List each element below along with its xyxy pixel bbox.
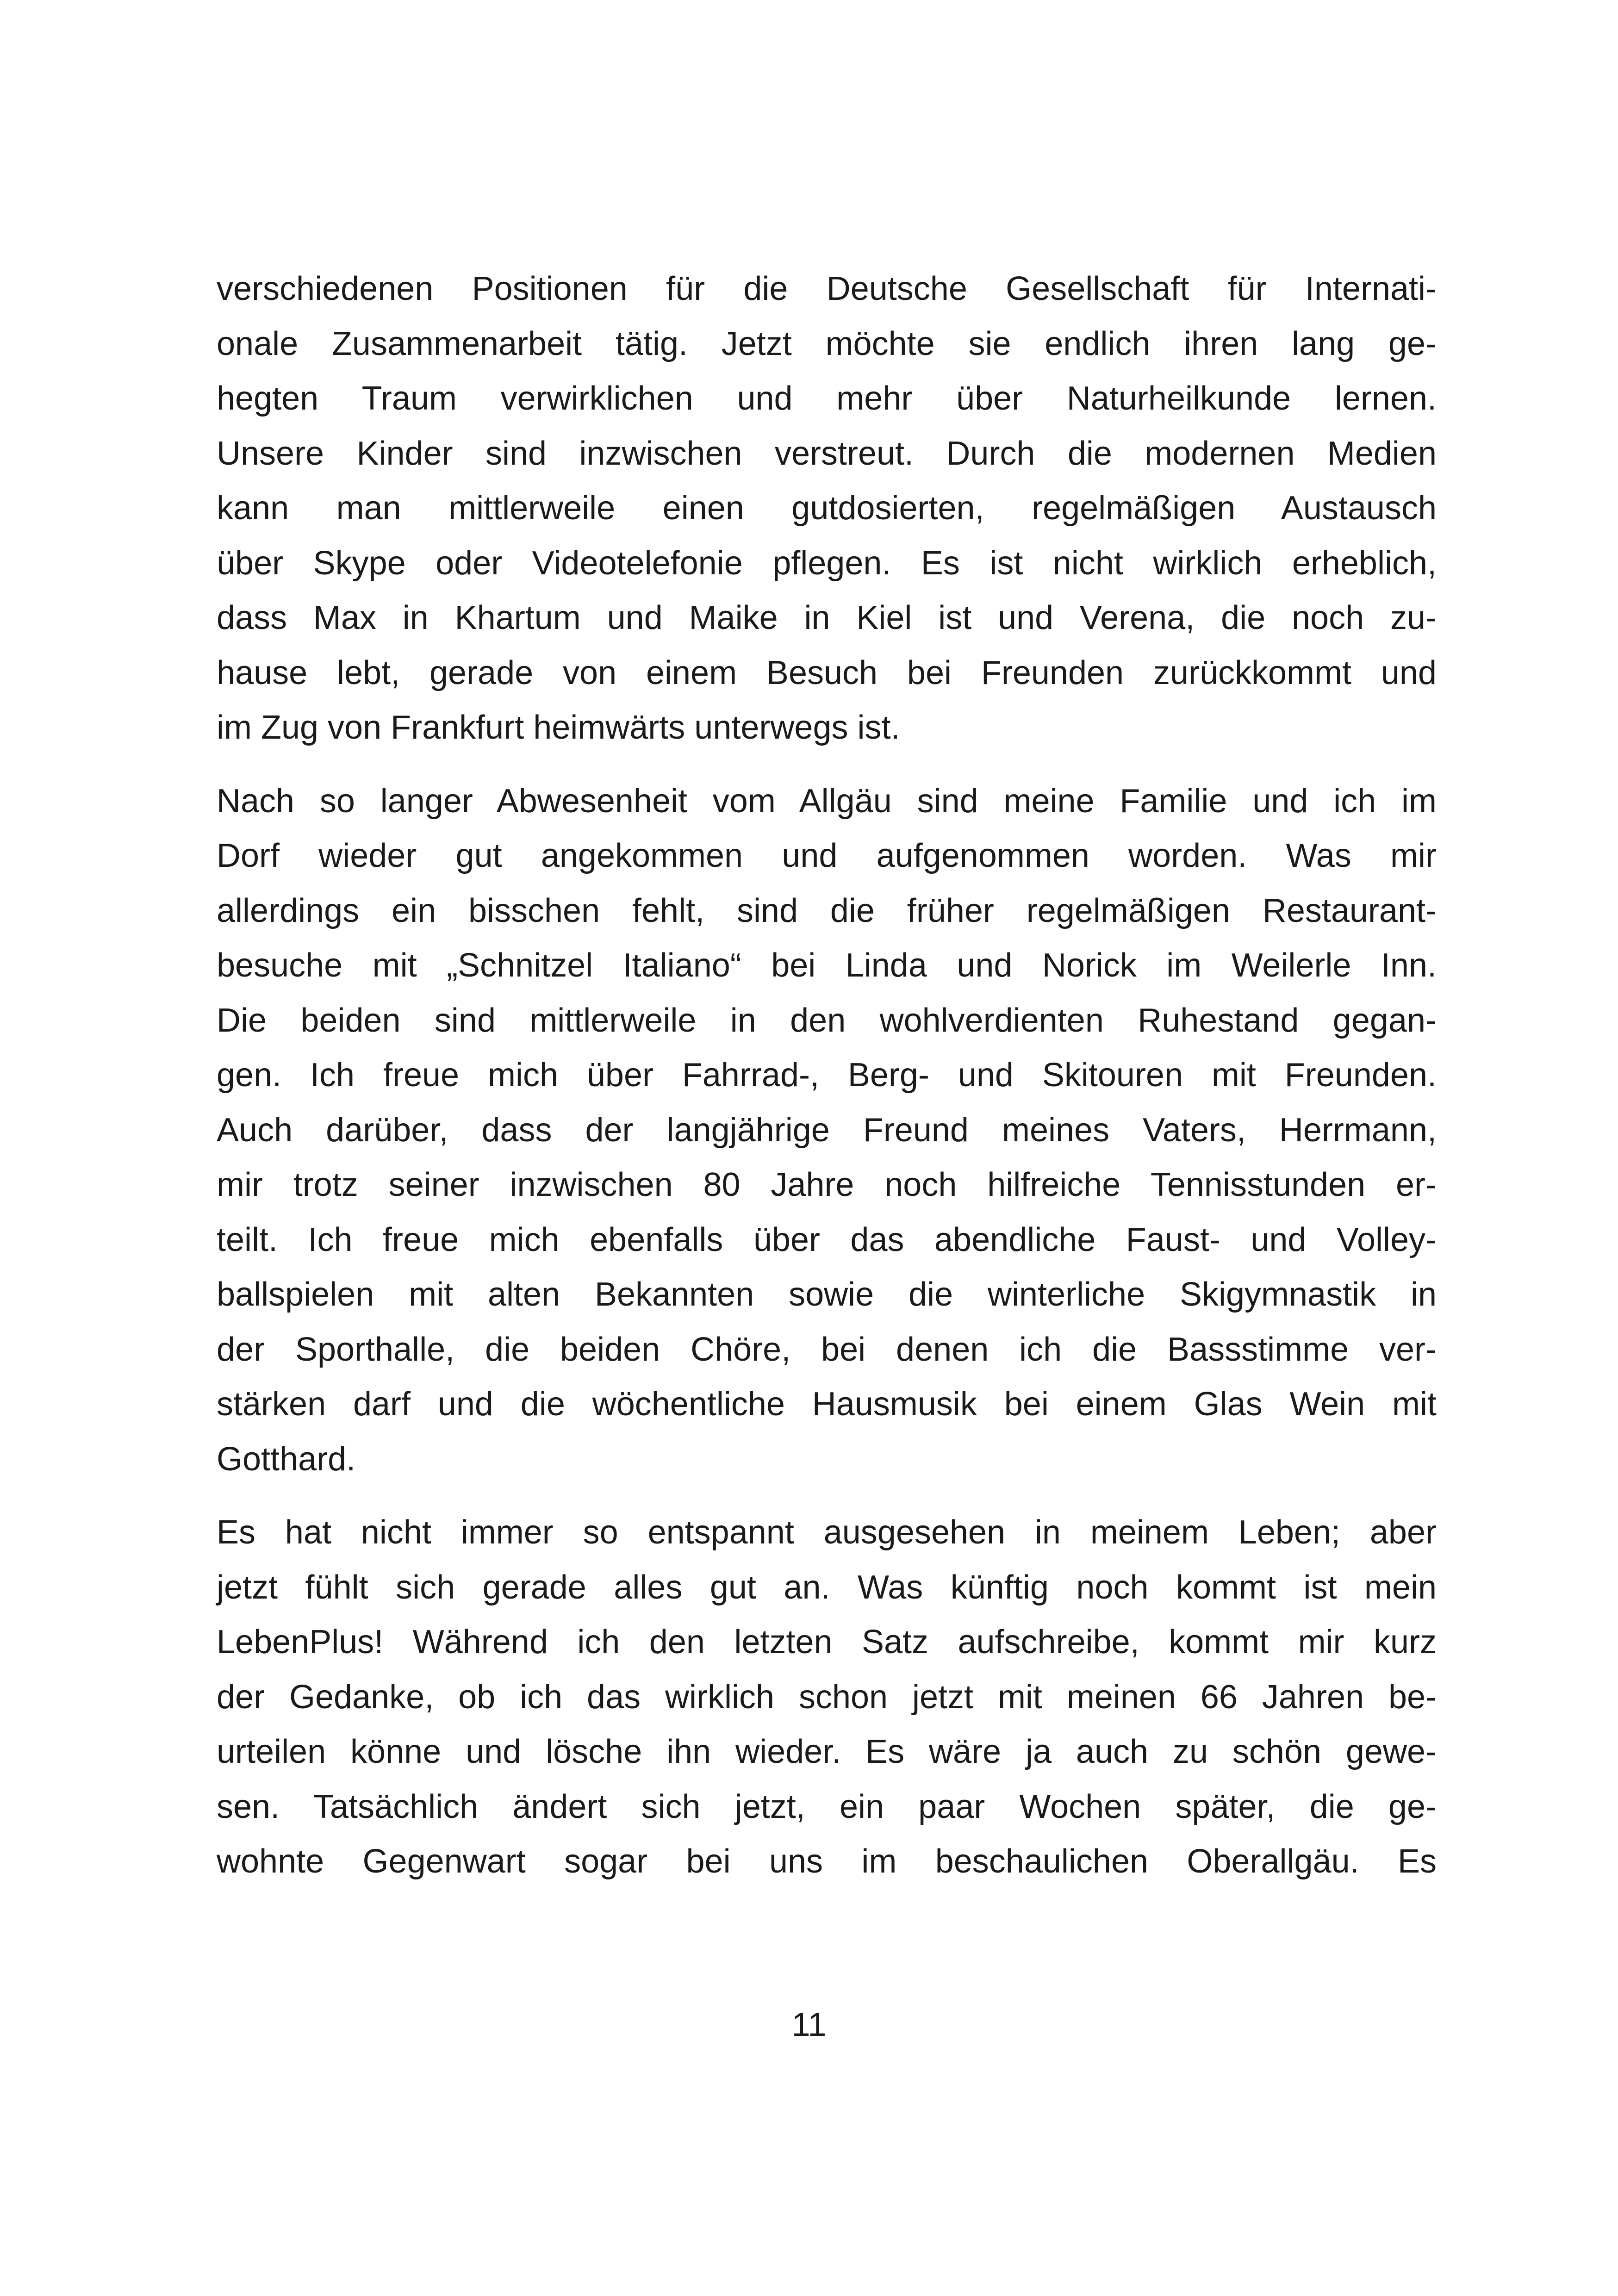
text-line: verschiedenen Positionen für die Deutsche Gesellschaft für Internati- [217,270,1437,307]
text-line: kann man mittlerweile einen gutdosierten, regelmäßigen Austausch [217,490,1437,527]
text-line: jetzt fühlt sich gerade alles gut an. Was künftig noch kommt ist mein [217,1568,1437,1606]
text-line: Dorf wieder gut angekommen und aufgenommen worden. Was mir [217,837,1437,874]
paragraph-3 [217,1505,1437,1889]
page-number: 11 [791,2006,827,2043]
text-line: im Zug von Frankfurt heimwärts unterwegs ist. [217,709,900,746]
text-line: der Gedanke, ob ich das wirklich schon jetzt mit meinen 66 Jahren be- [217,1678,1437,1716]
text-line: Es hat nicht immer so entspannt ausgesehen in meinem Leben; aber [217,1514,1437,1551]
text-line: teilt. Ich freue mich ebenfalls über das abendliche Faust- und Volley- [217,1221,1437,1258]
text-line: stärken darf und die wöchentliche Hausmusik bei einem Glas Wein mit [217,1386,1437,1423]
text-line: mir trotz seiner inzwischen 80 Jahre noch hilfreiche Tennisstunden er- [217,1166,1437,1203]
text-line: urteilen könne und lösche ihn wieder. Es wäre ja auch zu schön gewe- [217,1733,1437,1770]
text-line: über Skype oder Videotelefonie pflegen. Es ist nicht wirklich erheblich, [217,544,1437,582]
text-line: Gotthard. [217,1440,356,1478]
body-text [217,261,1437,1908]
text-line: wohnte Gegenwart sogar bei uns im beschaulichen Oberallgäu. Es [217,1843,1437,1880]
text-line: dass Max in Khartum und Maike in Kiel ist und Verena, die noch zu- [217,599,1437,636]
text-line: Die beiden sind mittlerweile in den wohlverdienten Ruhestand gegan- [217,1002,1437,1039]
text-line: der Sporthalle, die beiden Chöre, bei denen ich die Bassstimme ver- [217,1331,1437,1368]
text-line: hegten Traum verwirklichen und mehr über Naturheilkunde lernen. [217,380,1437,417]
paragraph-2 [217,774,1437,1487]
text-line: gen. Ich freue mich über Fahrrad-, Berg- und Skitouren mit Freunden. [217,1057,1437,1094]
text-line: Unsere Kinder sind inzwischen verstreut. Durch die modernen Medien [217,435,1437,472]
paragraph-1 [217,261,1437,755]
text-line: sen. Tatsächlich ändert sich jetzt, ein paar Wochen später, die ge- [217,1788,1437,1825]
text-line: allerdings ein bisschen fehlt, sind die früher regelmäßigen Restaurant- [217,892,1437,929]
text-line: LebenPlus! Während ich den letzten Satz aufschreibe, kommt mir kurz [217,1624,1437,1661]
text-line: ballspielen mit alten Bekannten sowie die winterliche Skigymnastik in [217,1276,1437,1313]
text-line: hause lebt, gerade von einem Besuch bei Freunden zurückkommt und [217,654,1437,691]
text-line: Nach so langer Abwesenheit vom Allgäu sind meine Familie und ich im [217,782,1437,820]
text-line: besuche mit „Schnitzel Italiano“ bei Linda und Norick im Weilerle Inn. [217,947,1437,984]
text-line: Auch darüber, dass der langjährige Freund meines Vaters, Herrmann, [217,1111,1437,1149]
text-line: onale Zusammenarbeit tätig. Jetzt möchte sie endlich ihren lang ge- [217,325,1437,362]
